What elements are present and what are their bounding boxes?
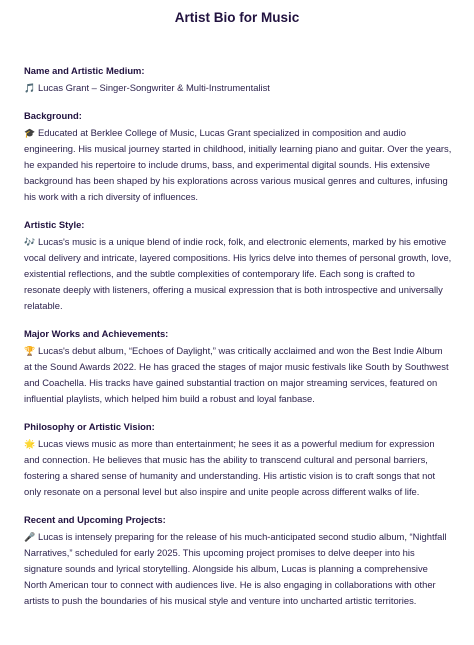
section-body (24, 234, 452, 314)
musical-note-icon: 🎵 (24, 83, 36, 93)
section-philosophy (24, 420, 452, 500)
section-text: Lucas is intensely preparing for the release of his much-anticipated second studio album, “Nightfall Narratives,” scheduled for early 2025. This upcoming project promises to delve deeper into his signature sounds and lyrical storytelling. Alongside his album, Lucas is planning a comprehensive North American tour to connect with audiences live. He is also engaging in collaborations with other artists to push the boundaries of his musical style and venture into uncharted artistic territories. (24, 531, 447, 606)
section-text: Lucas Grant – Singer-Songwriter & Multi-Instrumentalist (38, 82, 270, 93)
page-title: Artist Bio for Music (174, 10, 300, 25)
section-text: Lucas's debut album, “Echoes of Daylight,” was critically acclaimed and won the Best Indie Album at the Sound Awards 2022. He has graced the stages of major music festivals like South by Southwest and Coachella. His tracks have gained substantial traction on major streaming services, featured on influential playlists, which helped him build a robust and loyal fanbase. (24, 345, 449, 404)
section-heading: Major Works and Achievements: (24, 328, 169, 339)
section-name-medium (24, 64, 452, 96)
section-body (24, 125, 452, 205)
section-body (24, 80, 452, 96)
section-artistic-style (24, 218, 452, 314)
section-heading: Background: (24, 110, 82, 121)
section-heading: Artistic Style: (24, 219, 85, 230)
glowing-star-icon: 🌟 (24, 439, 36, 449)
section-text: Educated at Berklee College of Music, Lucas Grant specialized in composition and audio engineering. His musical journey started in childhood, initially learning piano and guitar. Over the years, he expanded his repertoire to include drums, bass, and experimental digital sounds. His extensive background has been shaped by his explorations across various musical genres and cultures, infusing his work with a rich diversity of influences. (24, 127, 452, 202)
trophy-icon: 🏆 (24, 346, 36, 356)
section-body (24, 436, 452, 500)
section-heading: Philosophy or Artistic Vision: (24, 421, 155, 432)
section-body (24, 529, 452, 609)
section-projects (24, 513, 452, 609)
section-heading: Recent and Upcoming Projects: (24, 514, 166, 525)
section-heading: Name and Artistic Medium: (24, 65, 145, 76)
section-text: Lucas's music is a unique blend of indie rock, folk, and electronic elements, marked by his emotive vocal delivery and intricate, layered compositions. His lyrics delve into themes of personal growth, love, existential reflections, and the subtle complexities of contemporary life. Each song is crafted to resonate deeply with listeners, offering a musical expression that is both introspective and universally relatable. (24, 236, 452, 311)
musical-notes-icon: 🎶 (24, 237, 36, 247)
section-body (24, 343, 452, 407)
section-text: Lucas views music as more than entertainment; he sees it as a powerful medium for expression and connection. He believes that music has the ability to transcend cultural and personal barriers, fostering a shared sense of humanity and understanding. His artistic vision is to craft songs that not only resonate on a personal level but also inspire and unite people across different walks of life. (24, 438, 436, 497)
bio-content (24, 64, 452, 622)
microphone-icon: 🎤 (24, 532, 36, 542)
section-background (24, 109, 452, 205)
graduation-cap-icon: 🎓 (24, 128, 36, 138)
section-major-works (24, 327, 452, 407)
